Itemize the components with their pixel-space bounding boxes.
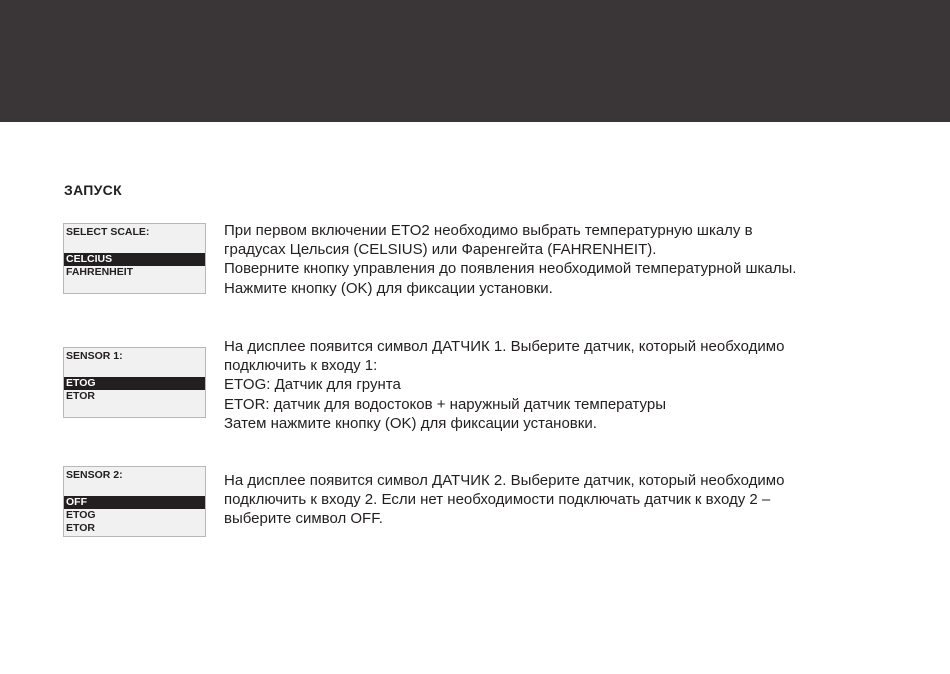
paragraph-line: Затем нажмите кнопку (OK) для фиксации установки. [224,414,597,432]
instruction-paragraph-sensor-2 [224,471,904,529]
paragraph-line: На дисплее появится символ ДАТЧИК 1. Выберите датчик, который необходимо [224,338,785,355]
display-title: SENSOR 2: [66,469,123,481]
paragraph-line: ETOR: датчик для водостоков + наружный датчик температуры [224,395,667,413]
paragraph-line: подключить к входу 1: [224,357,378,375]
display-option-selected: ETOG [64,377,205,390]
paragraph-line: Нажмите кнопку (OK) для фиксации установки. [224,279,553,297]
paragraph-line: подключить к входу 2. Если нет необходимости подключать датчик к входу 2 – [224,491,771,509]
display-option-selected: OFF [64,496,205,509]
display-option: ETOG [66,509,96,521]
display-option: ETOR [66,522,95,534]
display-option: FAHRENHEIT [66,266,134,278]
display-sensor-2 [63,466,206,537]
paragraph-line: градусах Цельсия (CELSIUS) или Фаренгейта (FAHRENHEIT). [224,241,657,259]
paragraph-line: ETOG: Датчик для грунта [224,376,401,394]
display-select-scale [63,223,206,294]
display-option: ETOR [66,390,95,402]
header-band [0,0,950,122]
section-title: ЗАПУСК [64,182,122,198]
instruction-paragraph-scale [224,221,904,298]
paragraph-line: выберите символ OFF. [224,510,383,528]
display-title: SELECT SCALE: [66,226,150,238]
paragraph-line: При первом включении ETO2 необходимо выбрать температурную шкалу в [224,222,753,239]
display-option-selected: CELCIUS [64,253,205,266]
instruction-paragraph-sensor-1 [224,337,904,433]
paragraph-line: Поверните кнопку управления до появления необходимой температурной шкалы. [224,260,797,278]
display-title: SENSOR 1: [66,350,123,362]
paragraph-line: На дисплее появится символ ДАТЧИК 2. Выберите датчик, который необходимо [224,472,785,489]
display-sensor-1 [63,347,206,418]
